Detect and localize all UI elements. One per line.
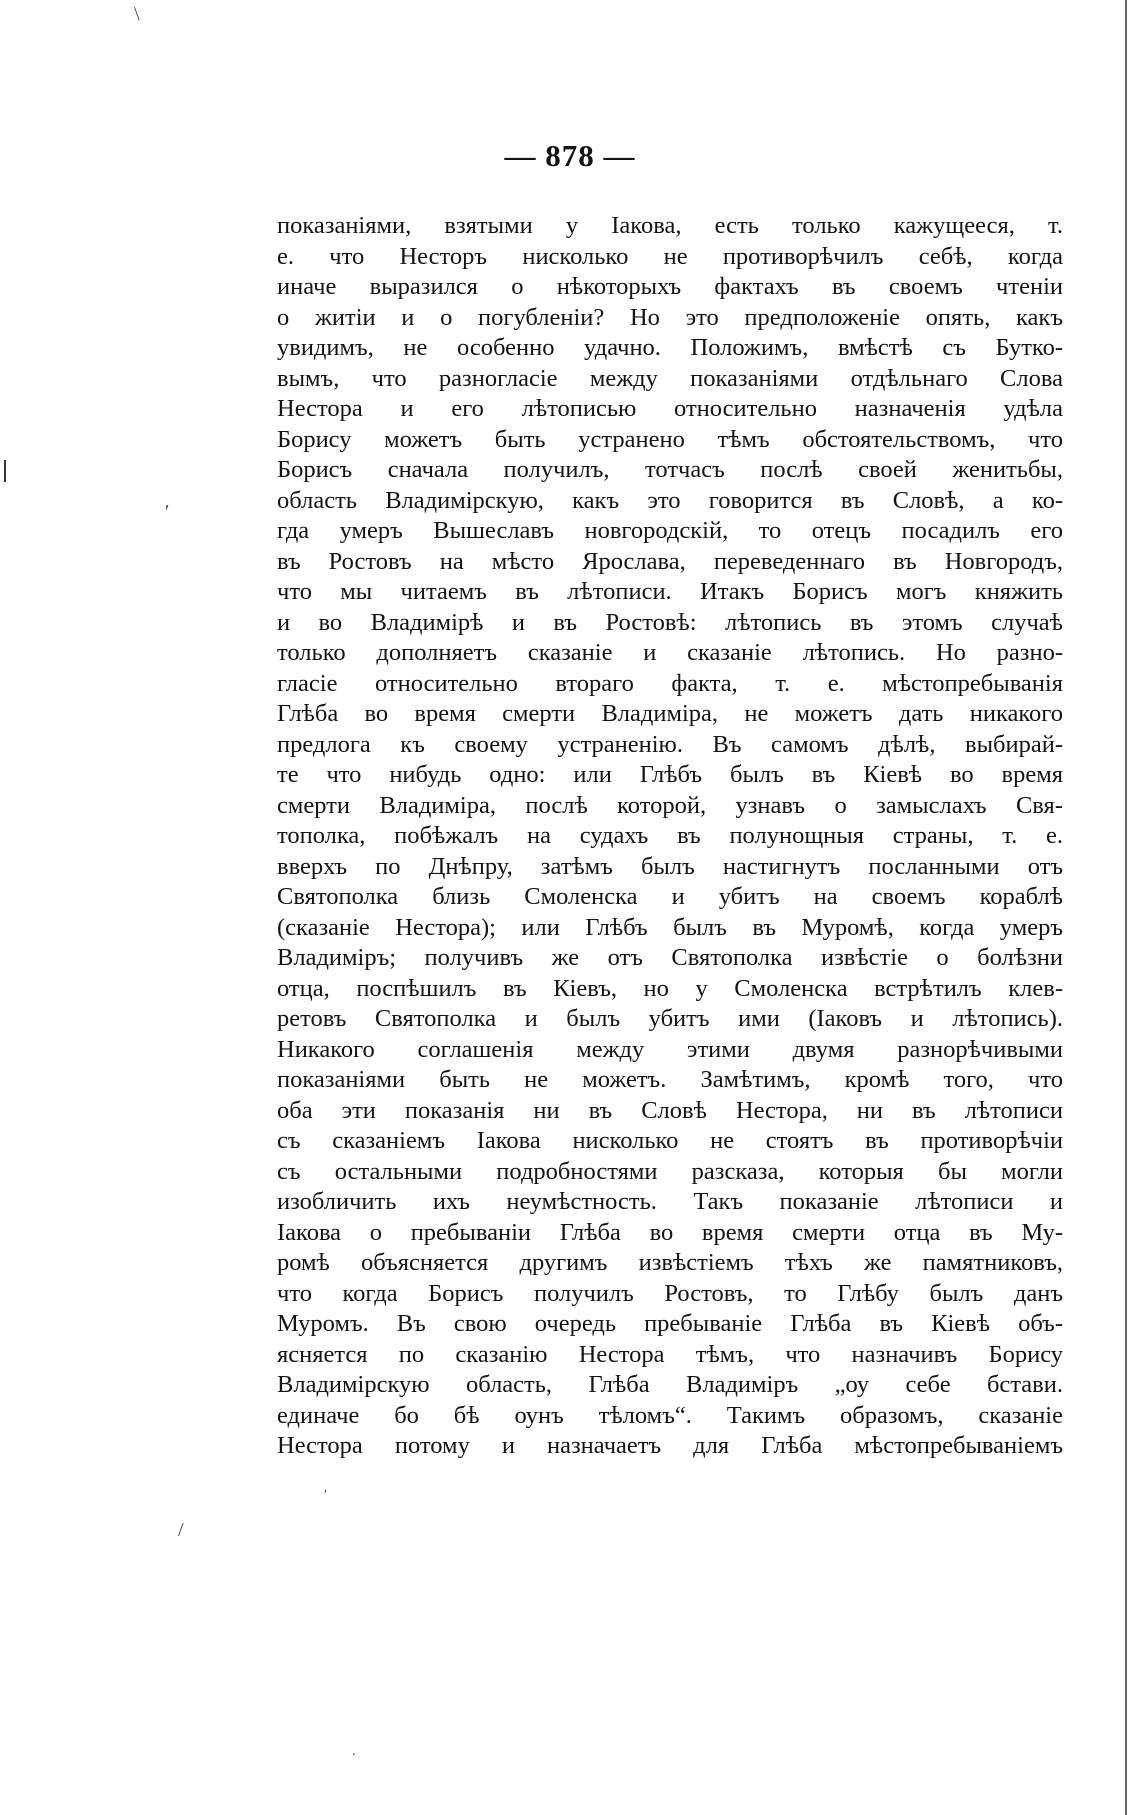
scan-speck: ′ xyxy=(165,501,170,523)
text-line: иначе выразился о нѣкоторыхъ фактахъ въ своемъ чтеніи xyxy=(277,273,1063,300)
text-line: Нестора потому и назначаетъ для Глѣба мѣстопребываніемъ xyxy=(277,1432,1063,1459)
text-line: Владиміръ; получивъ же отъ Святополка извѣстіе о болѣзни xyxy=(277,944,1063,971)
text-line: о житіи и о погубленіи? Но это предположеніе опять, какъ xyxy=(277,303,1063,331)
text-line: отца, поспѣшилъ въ Кіевъ, но у Смоленска встрѣтилъ клев- xyxy=(277,974,1063,1002)
text-line: Владимірскую область, Глѣба Владиміръ „оу себе бстави. xyxy=(277,1371,1063,1398)
text-line: вверхъ по Днѣпру, затѣмъ былъ настигнутъ посланными отъ xyxy=(277,852,1063,880)
text-line: Борисъ сначала получилъ, тотчасъ послѣ своей женитьбы, xyxy=(277,456,1063,483)
text-line: ромѣ объясняется другимъ извѣстіемъ тѣхъ же памятниковъ, xyxy=(277,1249,1063,1276)
scan-speck: / xyxy=(178,1519,184,1541)
text-line: Муромъ. Въ свою очередь пребываніе Глѣба въ Кіевѣ объ- xyxy=(277,1310,1063,1337)
text-line: предлога къ своему устраненію. Въ самомъ дѣлѣ, выбирай- xyxy=(277,730,1063,758)
text-line: съ сказаніемъ Іакова нисколько не стоятъ въ противорѣчіи xyxy=(277,1127,1063,1154)
text-line: показаніями, взятыми у Іакова, есть только кажущееся, т. xyxy=(277,212,1063,239)
text-line: показаніями быть не можетъ. Замѣтимъ, кромѣ того, что xyxy=(277,1066,1063,1093)
text-line: Глѣба во время смерти Владиміра, не можетъ дать никакого xyxy=(277,700,1063,727)
scan-speck: \ xyxy=(134,3,140,25)
text-line: увидимъ, не особенно удачно. Положимъ, вмѣстѣ съ Бутко- xyxy=(277,334,1063,361)
body-text xyxy=(277,211,1063,1462)
text-line: что когда Борисъ получилъ Ростовъ, то Глѣбу былъ данъ xyxy=(277,1279,1063,1307)
text-line: и во Владимірѣ и въ Ростовѣ: лѣтопись въ этомъ случаѣ xyxy=(277,608,1063,636)
text-line: область Владимірскую, какъ это говорится въ Словѣ, а ко- xyxy=(277,486,1063,514)
text-line: те что нибудь одно: или Глѣбъ былъ въ Кіевѣ во время xyxy=(277,761,1063,788)
text-line: что мы читаемъ въ лѣтописи. Итакъ Борисъ могъ княжить xyxy=(277,578,1063,605)
text-line: ретовъ Святополка и былъ убитъ ими (Іаковъ и лѣтопись). xyxy=(277,1005,1063,1032)
text-line: ясняется по сказанію Нестора тѣмъ, что назначивъ Борису xyxy=(277,1340,1063,1368)
text-line: единаче бо бѣ оунъ тѣломъ“. Такимъ образомъ, сказаніе xyxy=(277,1401,1063,1429)
scan-speck: ′ xyxy=(324,1488,328,1503)
text-line: гда умеръ Вышеславъ новгородскій, то отецъ посадилъ его xyxy=(277,517,1063,544)
scan-speck: . xyxy=(352,1744,356,1759)
text-line: Борису можетъ быть устранено тѣмъ обстоятельствомъ, что xyxy=(277,425,1063,453)
text-line: вымъ, что разногласіе между показаніями отдѣльнаго Слова xyxy=(277,364,1063,392)
text-line: Святополка близь Смоленска и убитъ на своемъ кораблѣ xyxy=(277,883,1063,910)
page-edge-line xyxy=(1125,0,1127,1815)
scan-speck xyxy=(4,460,6,482)
page-number: — 878 — xyxy=(504,138,636,173)
text-line: смерти Владиміра, послѣ которой, узнавъ о замыслахъ Свя- xyxy=(277,791,1063,819)
text-line: Іакова о пребываніи Глѣба во время смерти отца въ Му- xyxy=(277,1218,1063,1246)
text-line: е. что Несторъ нисколько не противорѣчилъ себѣ, когда xyxy=(277,242,1063,270)
text-line: съ остальными подробностями разсказа, которыя бы могли xyxy=(277,1157,1063,1185)
text-line: только дополняетъ сказаніе и сказаніе лѣтопись. Но разно- xyxy=(277,639,1063,666)
text-line: гласіе относительно втораго факта, т. е. мѣстопребыванія xyxy=(277,669,1063,697)
text-line: оба эти показанія ни въ Словѣ Нестора, ни въ лѣтописи xyxy=(277,1096,1063,1124)
text-line: въ Ростовъ на мѣсто Ярослава, переведеннаго въ Новгородъ, xyxy=(277,547,1063,575)
text-line: Никакого соглашенія между этими двумя разнорѣчивыми xyxy=(277,1035,1063,1063)
text-line: изобличить ихъ неумѣстность. Такъ показаніе лѣтописи и xyxy=(277,1188,1063,1215)
text-line: Нестора и его лѣтописью относительно назначенія удѣла xyxy=(277,395,1063,422)
text-line: тополка, побѣжалъ на судахъ въ полунощныя страны, т. е. xyxy=(277,822,1063,849)
text-line: (сказаніе Нестора); или Глѣбъ былъ въ Муромѣ, когда умеръ xyxy=(277,913,1063,941)
